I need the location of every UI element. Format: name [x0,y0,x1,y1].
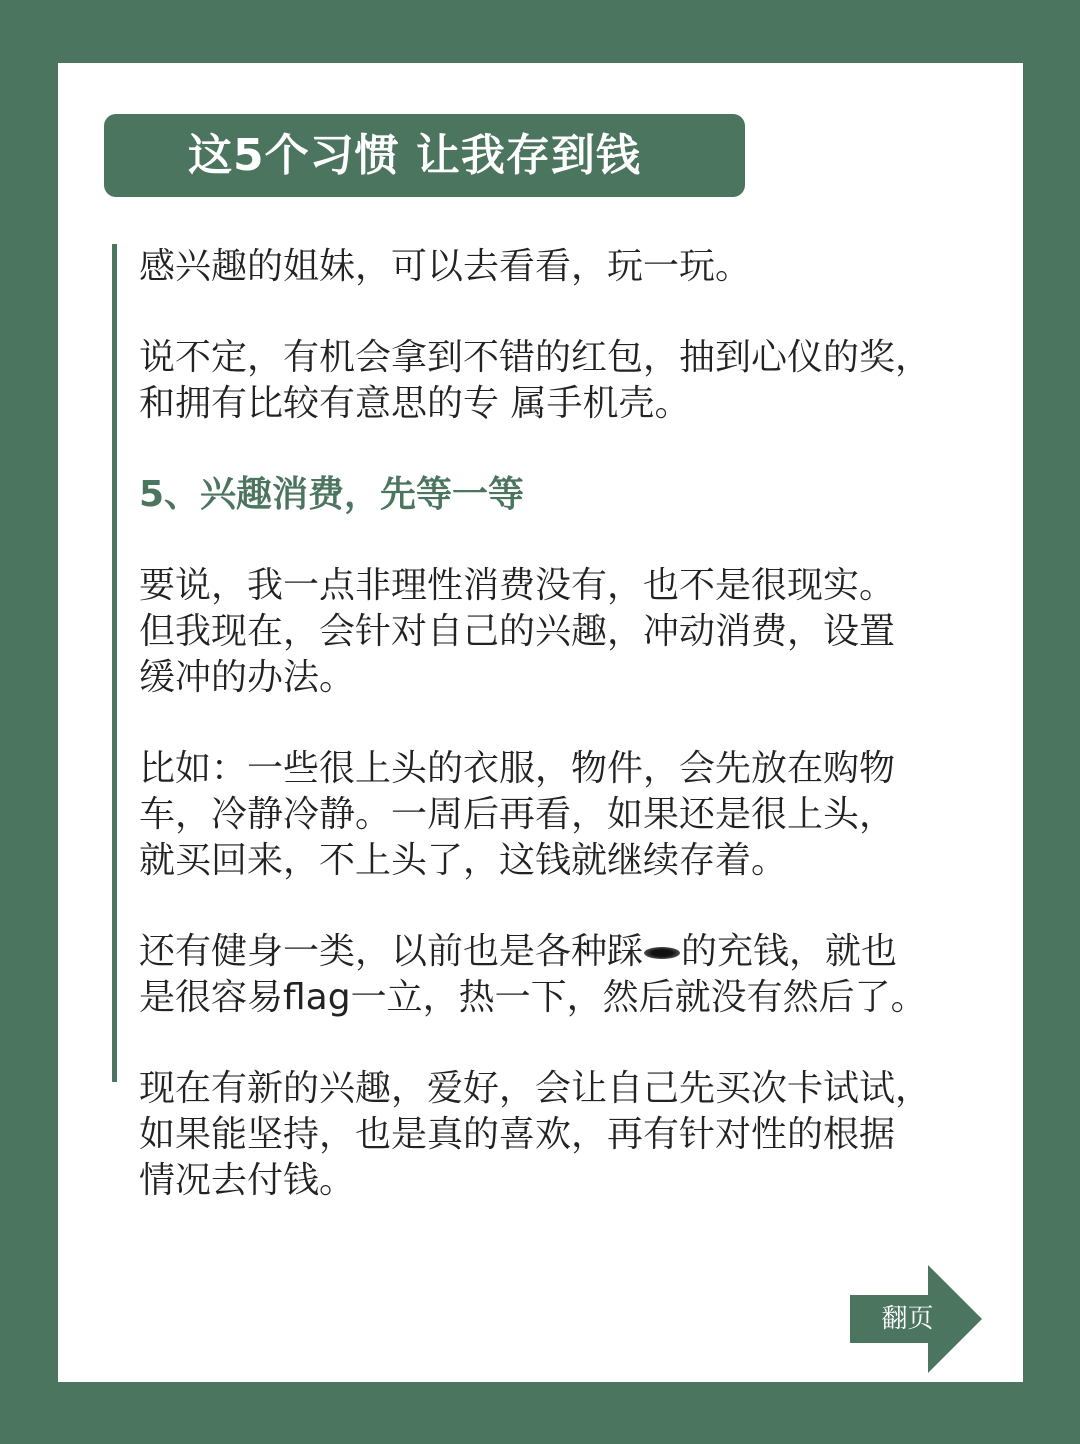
paragraph-1 [139,244,979,290]
paragraph-5-line-2: 是很容易flag一立，热一下，然后就没有然后了。 [139,977,927,1018]
left-accent-rule [112,244,117,1082]
paragraph-5-line-1-end: 的充钱，就也 [681,931,898,972]
paragraph-4-line-1: 比如：一些很上头的衣服，物件，会先放在购物 [139,748,896,789]
paragraph-3-line-1: 要说，我一点非理性消费没有，也不是很现实。 [139,565,896,606]
paragraph-4 [139,746,979,884]
paragraph-6-line-1: 现在有新的兴趣，爱好，会让自己先买次卡试试， [139,1068,932,1109]
paragraph-6 [139,1066,979,1204]
paragraph-5 [139,929,979,1021]
paragraph-6-line-3: 情况去付钱。 [139,1160,356,1201]
paragraph-1-line-1: 感兴趣的姐妹，可以去看看，玩一玩。 [139,246,752,287]
paragraph-3-line-2: 但我现在，会针对自己的兴趣，冲动消费，设置 [139,611,896,652]
section-heading-text: 5、兴趣消费，先等一等 [139,474,525,515]
paragraph-2-line-1: 说不定，有机会拿到不错的红包，抽到心仪的奖， [139,337,932,378]
content-card [58,63,1023,1382]
article-body [139,244,979,1204]
next-page-button[interactable] [850,1265,982,1373]
paragraph-3-line-3: 缓冲的办法。 [139,657,356,698]
paragraph-5-line-1-start: 还有健身一类，以前也是各种踩 [139,931,644,972]
next-page-label: 翻页 [881,1304,934,1334]
pit-emoji-icon [644,947,680,959]
paragraph-4-line-2: 车，冷静冷静。一周后再看，如果还是很上头， [139,794,896,835]
title-banner: 这5个习惯 让我存到钱 [104,114,745,197]
paragraph-2-line-2: 和拥有比较有意思的专 属手机壳。 [139,383,691,424]
paragraph-4-line-3: 就买回来，不上头了，这钱就继续存着。 [139,840,788,881]
section-heading [139,472,979,518]
paragraph-3 [139,563,979,701]
paragraph-6-line-2: 如果能坚持，也是真的喜欢，再有针对性的根据 [139,1114,896,1155]
paragraph-2 [139,335,979,427]
